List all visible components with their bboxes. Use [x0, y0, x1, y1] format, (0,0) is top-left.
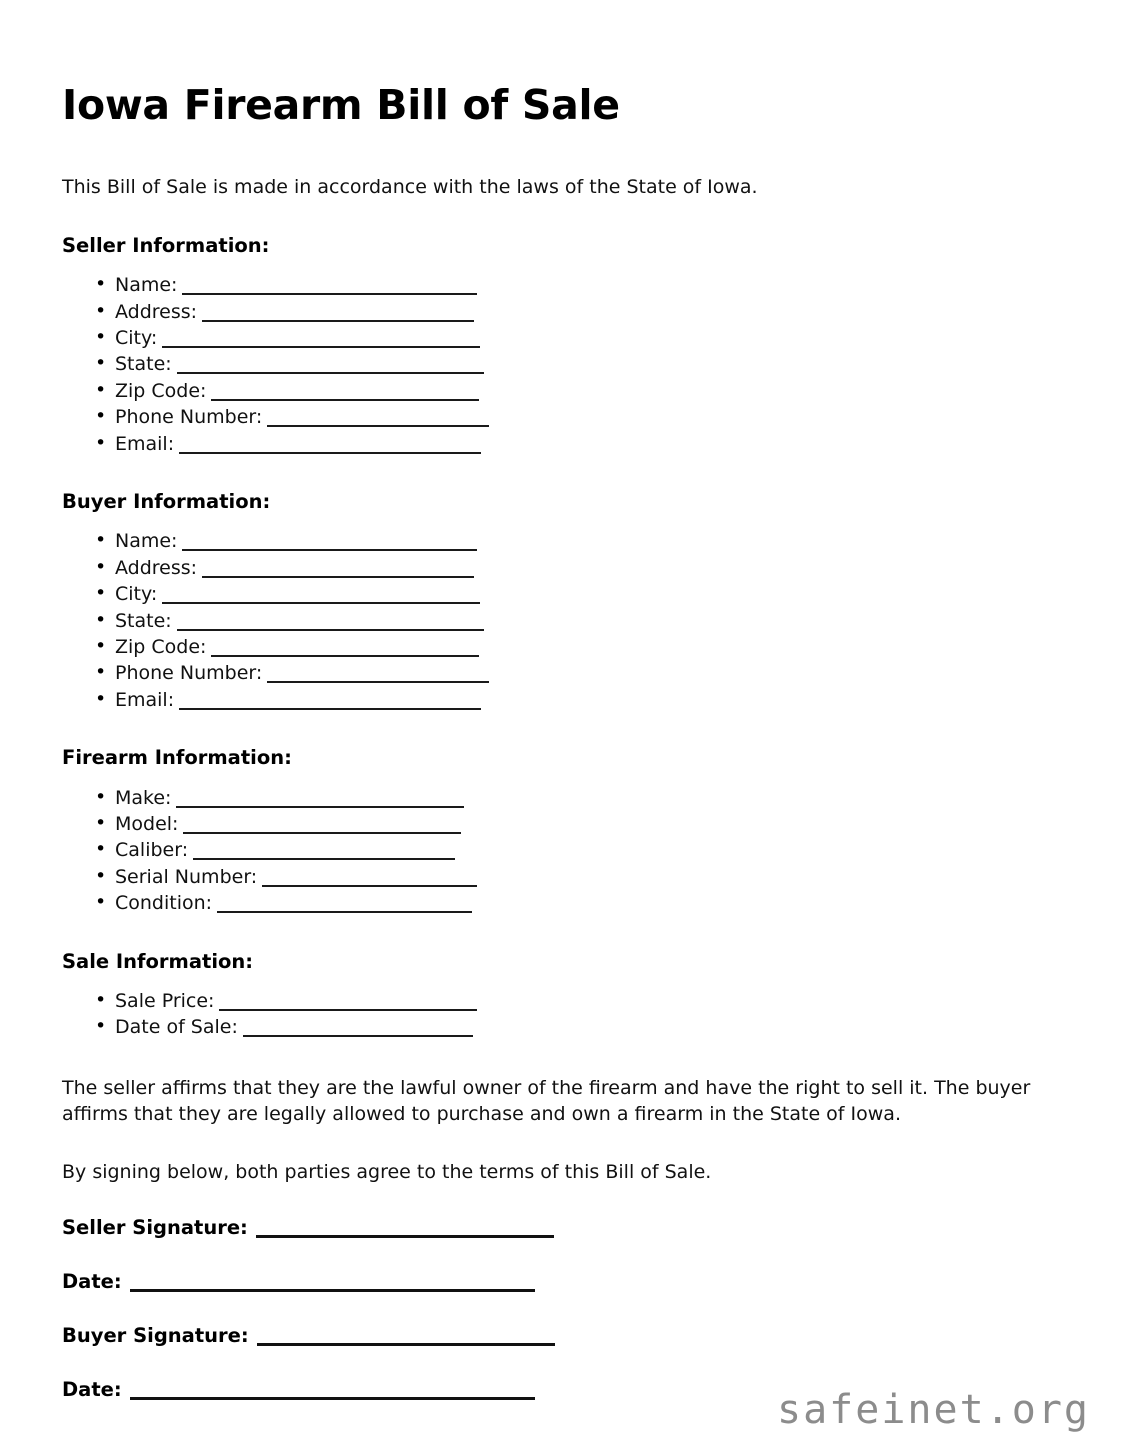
field-blank-line[interactable] — [267, 681, 489, 683]
field-label: Zip Code: — [115, 635, 207, 658]
list-item — [95, 325, 1062, 351]
field-blank-line[interactable] — [162, 346, 480, 348]
signature-label: Seller Signature: — [62, 1216, 248, 1240]
signature-blank-line[interactable] — [256, 1235, 554, 1238]
sale-information-heading: Sale Information: — [62, 949, 254, 973]
field-label: Make: — [115, 786, 172, 809]
list-item — [95, 528, 1062, 554]
field-blank-line[interactable] — [179, 452, 481, 454]
list-item — [95, 864, 1062, 890]
firearm-field-list — [62, 785, 1062, 917]
field-label: Email: — [115, 688, 175, 711]
field-label: City: — [115, 326, 158, 349]
field-blank-line[interactable] — [219, 1009, 477, 1011]
buyer-field-list — [62, 528, 1062, 713]
agreement-paragraph: By signing below, both parties agree to the terms of this Bill of Sale. — [62, 1160, 712, 1183]
signature-label: Date: — [62, 1270, 122, 1294]
field-label: Model: — [115, 812, 179, 835]
list-item — [95, 404, 1062, 430]
field-blank-line[interactable] — [182, 293, 477, 295]
signature-row — [62, 1216, 1062, 1239]
field-blank-line[interactable] — [211, 655, 479, 657]
list-item — [95, 785, 1062, 811]
page-title: Iowa Firearm Bill of Sale — [62, 81, 620, 129]
field-blank-line[interactable] — [176, 806, 464, 808]
list-item — [95, 299, 1062, 325]
field-blank-line[interactable] — [267, 425, 489, 427]
list-item — [95, 272, 1062, 298]
list-item — [95, 1014, 1062, 1040]
signature-block — [62, 1216, 1062, 1401]
signature-label: Date: — [62, 1378, 122, 1402]
list-item — [95, 581, 1062, 607]
field-blank-line[interactable] — [217, 911, 472, 913]
watermark: safeinet.org — [777, 1387, 1090, 1433]
signature-blank-line[interactable] — [257, 1343, 555, 1346]
field-blank-line[interactable] — [193, 858, 455, 860]
field-blank-line[interactable] — [202, 576, 474, 578]
field-blank-line[interactable] — [262, 885, 477, 887]
list-item — [95, 837, 1062, 863]
field-blank-line[interactable] — [211, 399, 479, 401]
sale-field-list — [62, 988, 1062, 1041]
field-blank-line[interactable] — [202, 320, 474, 322]
field-blank-line[interactable] — [177, 372, 484, 374]
signature-row — [62, 1270, 1062, 1293]
field-label: Name: — [115, 274, 178, 297]
list-item — [95, 660, 1062, 686]
field-blank-line[interactable] — [182, 549, 477, 551]
field-label: Name: — [115, 530, 178, 553]
field-label: Date of Sale: — [115, 1016, 238, 1039]
list-item — [95, 378, 1062, 404]
field-label: Email: — [115, 432, 175, 455]
list-item — [95, 555, 1062, 581]
list-item — [95, 988, 1062, 1014]
intro-paragraph: This Bill of Sale is made in accordance with the laws of the State of Iowa. — [62, 176, 758, 199]
field-label: Phone Number: — [115, 406, 263, 429]
seller-information-heading: Seller Information: — [62, 233, 270, 257]
signature-row — [62, 1324, 1062, 1347]
field-label: Sale Price: — [115, 989, 215, 1012]
field-label: Phone Number: — [115, 662, 263, 685]
field-label: Address: — [115, 300, 198, 323]
list-item — [95, 811, 1062, 837]
firearm-information-heading: Firearm Information: — [62, 746, 292, 770]
field-label: State: — [115, 353, 172, 376]
field-label: Caliber: — [115, 839, 189, 862]
signature-blank-line[interactable] — [130, 1397, 535, 1400]
field-label: Condition: — [115, 892, 213, 915]
seller-field-list — [62, 272, 1062, 457]
field-label: Zip Code: — [115, 379, 207, 402]
list-item — [95, 431, 1062, 457]
list-item — [95, 351, 1062, 377]
field-label: State: — [115, 609, 172, 632]
field-label: City: — [115, 583, 158, 606]
field-blank-line[interactable] — [179, 708, 481, 710]
list-item — [95, 608, 1062, 634]
list-item — [95, 890, 1062, 916]
list-item — [95, 634, 1062, 660]
signature-label: Buyer Signature: — [62, 1324, 249, 1348]
field-blank-line[interactable] — [243, 1035, 473, 1037]
affirmation-paragraph: The seller affirms that they are the lawful owner of the firearm and have the right to sell it. The buyer affirms that they are legally allowed to purchase and own a firearm in the State of Iowa. — [62, 1076, 1031, 1126]
field-blank-line[interactable] — [183, 832, 461, 834]
list-item — [95, 687, 1062, 713]
buyer-information-heading: Buyer Information: — [62, 489, 271, 513]
signature-blank-line[interactable] — [130, 1289, 535, 1292]
field-label: Address: — [115, 556, 198, 579]
field-blank-line[interactable] — [177, 629, 484, 631]
field-blank-line[interactable] — [162, 602, 480, 604]
field-label: Serial Number: — [115, 865, 258, 888]
